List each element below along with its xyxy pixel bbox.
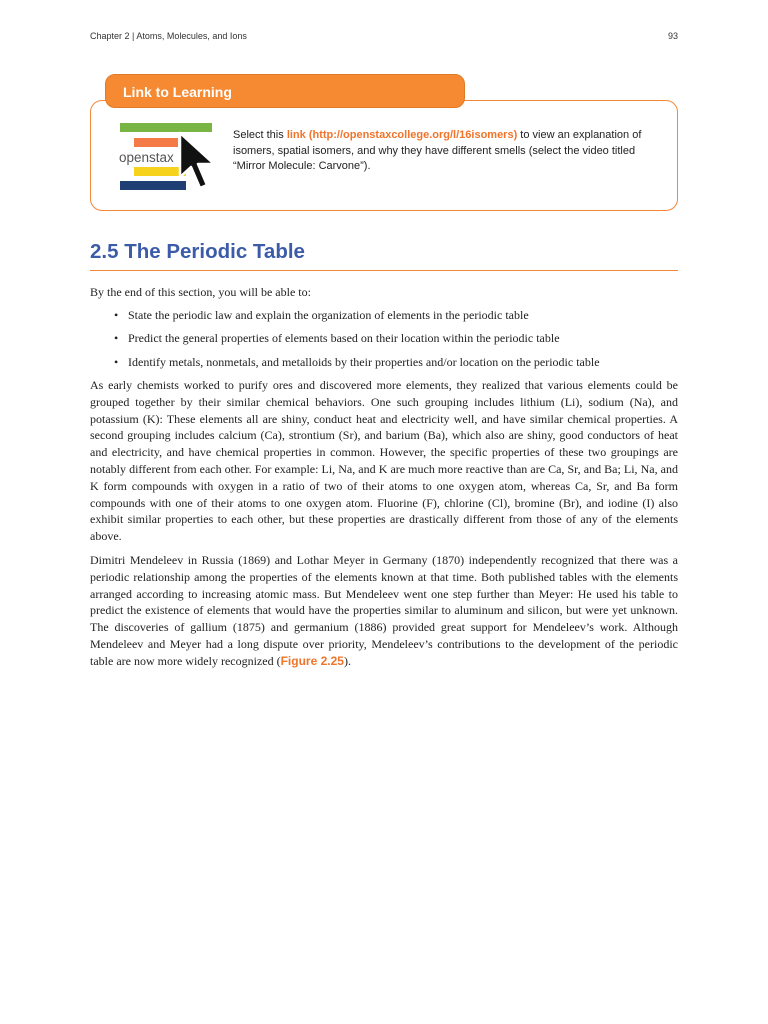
paragraph-early-chemists: As early chemists worked to purify ores and discovered more elements, they realized that various elements could be grouped together by their similar chemical behaviors. One such grouping includes lithium (Li), sodium (Na), and potassium (K): These elements all are shiny, conduct heat and electricity well, and have similar chemical properties. A second grouping includes calcium (Ca), strontium (Sr), and barium (Ba), which also are shiny, good conductors of heat and electricity, and have chemical properties in common. However, the specific properties of these two groupings are notably different from each other. For example: Li, Na, and K are much more reactive than are Ca, Sr, and Ba; Li, Na, and K form compounds with oxygen in a ratio of two of their atoms to one oxygen atom, whereas Ca, Sr, and Ba form compounds with one of their atoms to one oxygen atom. Fluorine (F), chlorine (Cl), bromine (Br), and iodine (I) also exhibit similar properties to each other, but these properties are drastically different from those of any of the elements above. <box>90 378 678 544</box>
page-number: 93 <box>667 31 678 41</box>
paragraph-mendeleev <box>90 552 678 670</box>
list-item <box>112 307 600 330</box>
section-title: 2.5 The Periodic Table <box>90 240 305 263</box>
openstax-logo-text: openstax <box>119 150 174 165</box>
openstax-isomers-link[interactable]: link (http://openstaxcollege.org/l/16isomers) <box>286 129 518 141</box>
ltl-text-after: to view an explanation of isomers, spatial isomers, and why they have different smells (select the video titled “Mirror Molecule: Carvone”). <box>233 129 642 172</box>
objective-text: Predict the general properties of elements based on their location within the periodic table <box>128 331 560 346</box>
ltl-text-before: Select this <box>233 129 287 141</box>
link-to-learning-tab <box>105 74 465 108</box>
learning-objectives-intro: By the end of this section, you will be able to: <box>90 285 311 299</box>
chapter-title: Chapter 2 | Atoms, Molecules, and Ions <box>90 31 247 41</box>
running-header <box>90 31 678 41</box>
bullet-icon: • <box>114 308 119 322</box>
list-item <box>112 354 600 377</box>
bullet-icon: • <box>114 331 119 346</box>
learning-objectives-list <box>112 307 600 377</box>
list-item <box>112 330 600 353</box>
link-to-learning-text <box>233 128 653 175</box>
section-divider <box>90 270 678 271</box>
objective-text: State the periodic law and explain the organization of elements in the periodic table <box>128 308 529 322</box>
cursor-arrow-icon <box>180 133 214 188</box>
openstax-logo <box>118 120 226 194</box>
objective-text: Identify metals, nonmetals, and metalloids by their properties and/or location on the periodic table <box>128 354 600 369</box>
figure-reference-link[interactable]: Figure 2.25 <box>280 653 344 668</box>
bullet-icon: • <box>114 354 119 369</box>
paragraph-mendeleev-text: Dimitri Mendeleev in Russia (1869) and Lothar Meyer in Germany (1870) independently recognized that there was a periodic relationship among the properties of the elements known at that time. Both published tables with the elements arranged according to increasing atomic mass. But Mendeleev went one step further than Meyer: He used his table to predict the existence of elements that would have the properties similar to aluminum and silicon, but were yet unknown. The discoveries of gallium (1875) and germanium (1886) provided great support for Mendeleev’s work. Although Mendeleev and Meyer had a long dispute over priority, Mendeleev’s contributions to the development of the periodic table are now more widely recognized ( <box>90 553 678 668</box>
link-to-learning-title: Link to Learning <box>123 84 232 100</box>
paragraph-mendeleev-end: ). <box>343 653 351 668</box>
